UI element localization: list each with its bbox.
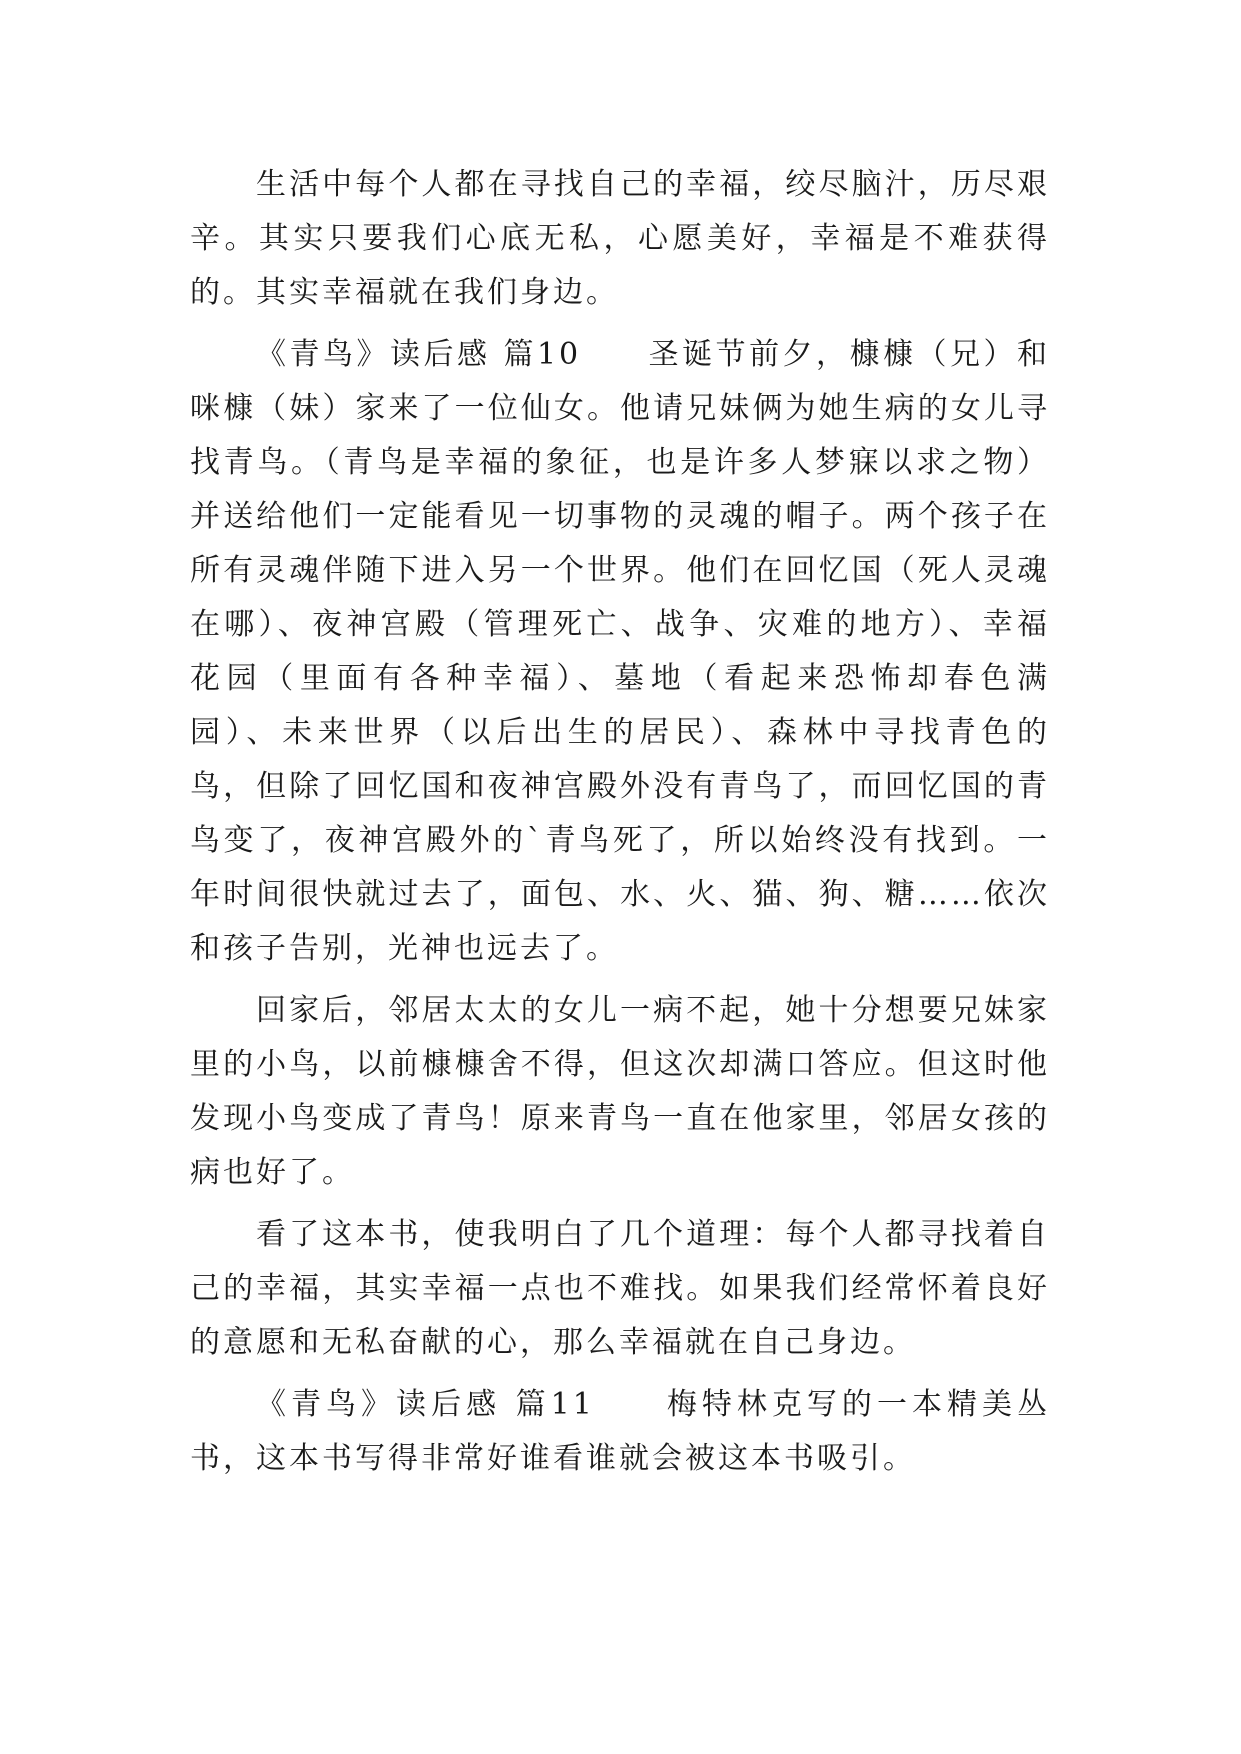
paragraph-4: 看了这本书，使我明白了几个道理：每个人都寻找着自己的幸福，其实幸福一点也不难找。如果我们经常怀着良好的意愿和无私奋献的心，那么幸福就在自己身边。: [190, 1217, 1050, 1360]
paragraph-2: 《青鸟》读后感 篇10 圣诞节前夕，槺槺（兄）和咪槺（妹）家来了一位仙女。他请兄妹俩为她生病的女儿寻找青鸟。（青鸟是幸福的象征，也是许多人梦寐以求之物）并送给他们一定能看见一切事物的灵魂的帽子。两个孩子在所有灵魂伴随下进入另一个世界。他们在回忆国（死人灵魂在哪）、夜神宫殿（管理死亡、战争、灾难的地方）、幸福花园（里面有各种幸福）、墓地（看起来恐怖却春色满园）、未来世界（以后出生的居民）、森林中寻找青色的鸟，但除了回忆国和夜神宫殿外没有青鸟了，而回忆国的青鸟变了，夜神宫殿外的`青鸟死了，所以始终没有找到。一年时间很快就过去了，面包、水、火、猫、狗、糖……依次和孩子告别，光神也远去了。: [190, 337, 1050, 966]
paragraph-1: 生活中每个人都在寻找自己的幸福，绞尽脑汁，历尽艰辛。其实只要我们心底无私，心愿美好，幸福是不难获得的。其实幸福就在我们身边。: [190, 167, 1050, 310]
paragraph-3: 回家后，邻居太太的女儿一病不起，她十分想要兄妹家里的小鸟，以前槺槺舍不得，但这次却满口答应。但这时他发现小鸟变成了青鸟！原来青鸟一直在他家里，邻居女孩的病也好了。: [190, 993, 1050, 1190]
document-body: [190, 158, 1050, 1494]
paragraph-5: 《青鸟》读后感 篇11 梅特林克写的一本精美丛书，这本书写得非常好谁看谁就会被这本书吸引。: [190, 1387, 1050, 1476]
